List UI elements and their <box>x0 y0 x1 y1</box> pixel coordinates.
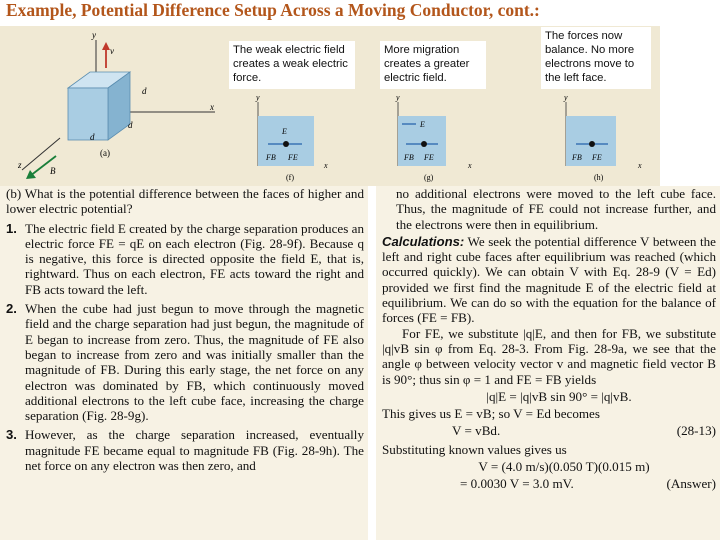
callout-f: The weak electric field creates a weak electric force. <box>229 41 355 89</box>
axis-y-label: y <box>564 93 568 102</box>
panel-g-label: (g) <box>424 173 434 182</box>
axis-x-label: x <box>638 161 642 170</box>
dimension-d-top: d <box>142 86 147 96</box>
axis-y-label: y <box>396 93 400 102</box>
force-b-label: FB <box>404 153 414 162</box>
answer-tag: (Answer) <box>666 476 716 492</box>
figure-panel-f <box>228 26 333 186</box>
axis-x-label: x <box>324 161 328 170</box>
figure-panel-g <box>372 26 477 186</box>
field-label: E <box>420 120 425 129</box>
axis-x-label: x <box>210 102 214 112</box>
paragraph-two: For FE, we substitute |q|E, and then for FB, we substitute |q|vB sin φ from Eq. 28-3. From Fig. 28-9a, we see that the angle φ between velocity vector v and magnetic field vector B is 90°; thus sin φ = 1 and FE = FB yields <box>382 325 716 387</box>
axis-y-label: y <box>256 93 260 102</box>
figure-panel-a <box>0 26 225 186</box>
substitution-text: Substituting known values gives us <box>382 441 567 457</box>
cube-front-face <box>68 88 108 140</box>
force-e-label: FE <box>288 153 298 162</box>
equation-force-balance: |q|E = |q|vB sin 90° = |q|vB. <box>486 388 632 404</box>
item-text: However, as the charge separation increased, eventually magnitude FE became equal to magnitude FB (Fig. 28-9h). The net force on any electron was then zero, and <box>25 427 364 474</box>
list-item <box>6 301 364 423</box>
panel-f-label: (f) <box>286 173 294 182</box>
panel-h-label: (h) <box>594 173 604 182</box>
item-number: 2. <box>6 301 17 317</box>
axis-z-label: z <box>18 160 22 170</box>
right-text-column <box>376 186 720 540</box>
force-b-label: FB <box>266 153 276 162</box>
field-label: E <box>282 127 287 136</box>
left-text-column <box>0 186 368 540</box>
field-label: B <box>50 166 56 176</box>
dimension-d-front: d <box>90 132 95 142</box>
item-text: When the cube had just begun to move through the magnetic field and the charge separation had just begun, the magnitude of E began to increase from zero. Thus, the magnitude of FE also began to increase from zero and was initially smaller than the magnitude of FB. During this early stage, the net force on any electron was dominated by FB, which continuously moved additional electrons to the left cube face, increasing the charge separation (Fig. 28-9g). <box>25 301 364 424</box>
electron-dot <box>589 141 595 147</box>
gives-text: This gives us E = vB; so V = Ed becomes <box>382 406 600 422</box>
equation-result: = 0.0030 V = 3.0 mV. <box>460 476 574 492</box>
magnetic-field-arrow <box>26 170 36 179</box>
force-e-label: FE <box>424 153 434 162</box>
list-item <box>6 427 364 473</box>
dimension-d-side: d <box>128 120 133 130</box>
calculations-text: We seek the potential difference V between the left and right cube faces after equilibrium was reached (which occurred quickly). We can obtain V with Eq. 28-9 (V = Ed) provided we first find the magnitude E of the electric field at equilibrium. We can do so with the equation for the balance of forces (FE = FB). <box>382 233 716 326</box>
equation-v-vbd: V = vBd. <box>452 423 501 439</box>
list-item <box>6 221 364 297</box>
force-b-label: FB <box>572 153 582 162</box>
force-e-label: FE <box>592 153 602 162</box>
answer-row <box>382 476 716 491</box>
panel-a-label: (a) <box>100 148 110 158</box>
continuation-text: no additional electrons were moved to the left cube face. Thus, the magnitude of FE could not increase further, and the electrons were then in equilibrium. <box>396 186 716 232</box>
callout-h: The forces now balance. No more electrons move to the left face. <box>541 27 651 89</box>
figure-panel-h <box>540 26 645 186</box>
column-divider <box>368 186 376 540</box>
item-number: 1. <box>6 220 17 236</box>
axis-y-label: y <box>92 30 96 40</box>
velocity-label: v <box>110 46 114 56</box>
callout-g: More migration creates a greater electric field. <box>380 41 486 89</box>
item-number: 3. <box>6 427 17 443</box>
item-text: The electric field E created by the charge separation produces an electric force FE = qE on each electron (Fig. 28-9f). Because q is negative, this force is directed opposite the field E, that is, rightward. Thus on each electron, FE acts toward the right and FB acts toward the left. <box>25 220 364 297</box>
velocity-arrow <box>102 42 110 50</box>
equation-row <box>382 423 716 438</box>
electron-dot <box>283 141 289 147</box>
electron-dot <box>421 141 427 147</box>
slide-title: Example, Potential Difference Setup Across a Moving Conductor, cont.: <box>6 0 540 20</box>
question-b: (b) What is the potential difference between the faces of higher and lower electric potential? <box>6 186 364 217</box>
equation-substitution: V = (4.0 m/s)(0.050 T)(0.015 m) <box>478 459 650 475</box>
axis-x-label: x <box>468 161 472 170</box>
calculations-heading: Calculations: <box>382 233 465 249</box>
equation-number: (28-13) <box>676 423 716 439</box>
